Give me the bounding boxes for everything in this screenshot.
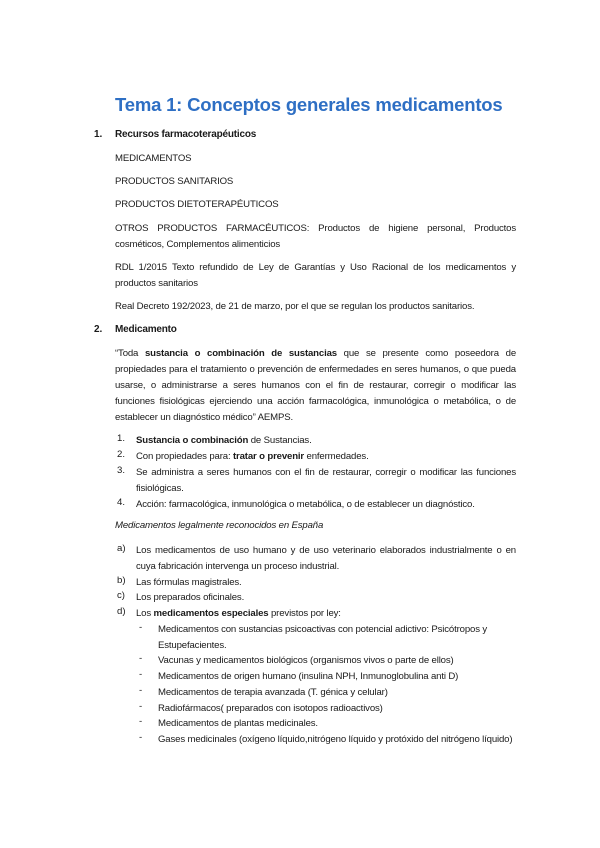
letter-marker: d) <box>117 606 126 617</box>
real-decreto-paragraph: Real Decreto 192/2023, de 21 de marzo, por el que se regulan los productos sanitarios. <box>115 301 475 312</box>
dash-marker: - <box>139 669 143 680</box>
dash-item: Gases medicinales (oxígeno líquido,nitrógeno líquido y protóxido del nitrógeno líquido) <box>158 734 513 745</box>
letter-marker: b) <box>117 575 126 586</box>
section-1-number: 1. <box>94 129 103 140</box>
letter-item: Los medicamentos de uso humano y de uso veterinario elaborados industrialmente o en cuya fabricación intervenga un proceso industrial. <box>136 545 516 572</box>
list-item-number: 2. <box>117 449 126 460</box>
dash-item: Medicamentos de terapia avanzada (T. génica y celular) <box>158 687 388 698</box>
list-item-number: 3. <box>117 465 126 476</box>
dash-marker: - <box>139 685 143 696</box>
list-item-text: de Sustancias. <box>248 435 312 446</box>
line-medicamentos: MEDICAMENTOS <box>115 153 192 164</box>
letter-item: Las fórmulas magistrales. <box>136 577 242 588</box>
section-2-number: 2. <box>94 324 103 335</box>
page-title: Tema 1: Conceptos generales medicamentos <box>115 94 503 115</box>
list-item: Acción: farmacológica, inmunológica o metabólica, o de establecer un diagnóstico. <box>136 499 475 510</box>
rdl-paragraph: RDL 1/2015 Texto refundido de Ley de Garantías y Uso Racional de los medicamentos y productos sanitarios <box>115 262 516 289</box>
list-item <box>136 433 516 449</box>
section-2-heading: Medicamento <box>115 324 177 335</box>
letter-item-text: Los <box>136 608 154 619</box>
dash-marker: - <box>139 653 143 664</box>
letter-marker: a) <box>117 543 126 554</box>
list-item-text: Con propiedades para: <box>136 451 233 462</box>
dash-marker: - <box>139 732 143 743</box>
list-item-bold: Sustancia o combinación <box>136 435 249 446</box>
list-item-text: enfermedades. <box>304 451 369 462</box>
definition-quote <box>115 346 516 426</box>
line-productos-sanitarios: PRODUCTOS SANITARIOS <box>115 176 234 187</box>
letter-item-bold: medicamentos especiales <box>153 608 269 619</box>
letter-marker: c) <box>117 590 125 601</box>
section-1-heading: Recursos farmacoterapéuticos <box>115 129 257 140</box>
dash-marker: - <box>139 716 143 727</box>
list-item-number: 4. <box>117 497 126 508</box>
letter-item: Los preparados oficinales. <box>136 592 245 603</box>
line-productos-dietoterapeuticos: PRODUCTOS DIETOTERAPÉUTICOS <box>115 199 279 210</box>
italic-subheading: Medicamentos legalmente reconocidos en España <box>115 520 324 531</box>
letter-item <box>136 606 516 622</box>
list-item: Se administra a seres humanos con el fin de restaurar, corregir o modificar las funciones fisiológicas. <box>136 467 516 494</box>
dash-marker: - <box>139 622 143 633</box>
otros-productos-paragraph: OTROS PRODUCTOS FARMACÉUTICOS: Productos de higiene personal, Productos cosméticos, Complementos alimenticios <box>115 223 516 250</box>
dash-item: Medicamentos de plantas medicinales. <box>158 718 318 729</box>
quote-pre: “Toda <box>115 348 145 359</box>
dash-item: Vacunas y medicamentos biológicos (organismos vivos o parte de ellos) <box>158 655 454 666</box>
list-item-number: 1. <box>117 433 126 444</box>
dash-item: Radiofármacos( preparados con isotopos radioactivos) <box>158 703 383 714</box>
dash-marker: - <box>139 701 143 712</box>
quote-bold: sustancia o combinación de sustancias <box>144 348 337 359</box>
dash-item: Medicamentos de origen humano (insulina NPH, Inmunoglobulina anti D) <box>158 671 459 682</box>
letter-item-text: previstos por ley: <box>268 608 341 619</box>
list-item-bold: tratar o prevenir <box>232 451 305 462</box>
list-item <box>136 449 516 465</box>
dash-item: Medicamentos con sustancias psicoactivas con potencial adictivo: Psicótropos y Estupefacientes. <box>158 624 488 651</box>
quote-post: que se presente como poseedora de propiedades para el tratamiento o prevención de enfermedades en seres humanos, o que pueda usarse, o administrarse a seres humanos con el fin de restaurar, corregir o modificar las funciones fisiológicas ejerciendo una acción farmacológica, inmunológica o metabólica, o de establecer un diagnóstico médico” AEMPS. <box>115 348 517 423</box>
